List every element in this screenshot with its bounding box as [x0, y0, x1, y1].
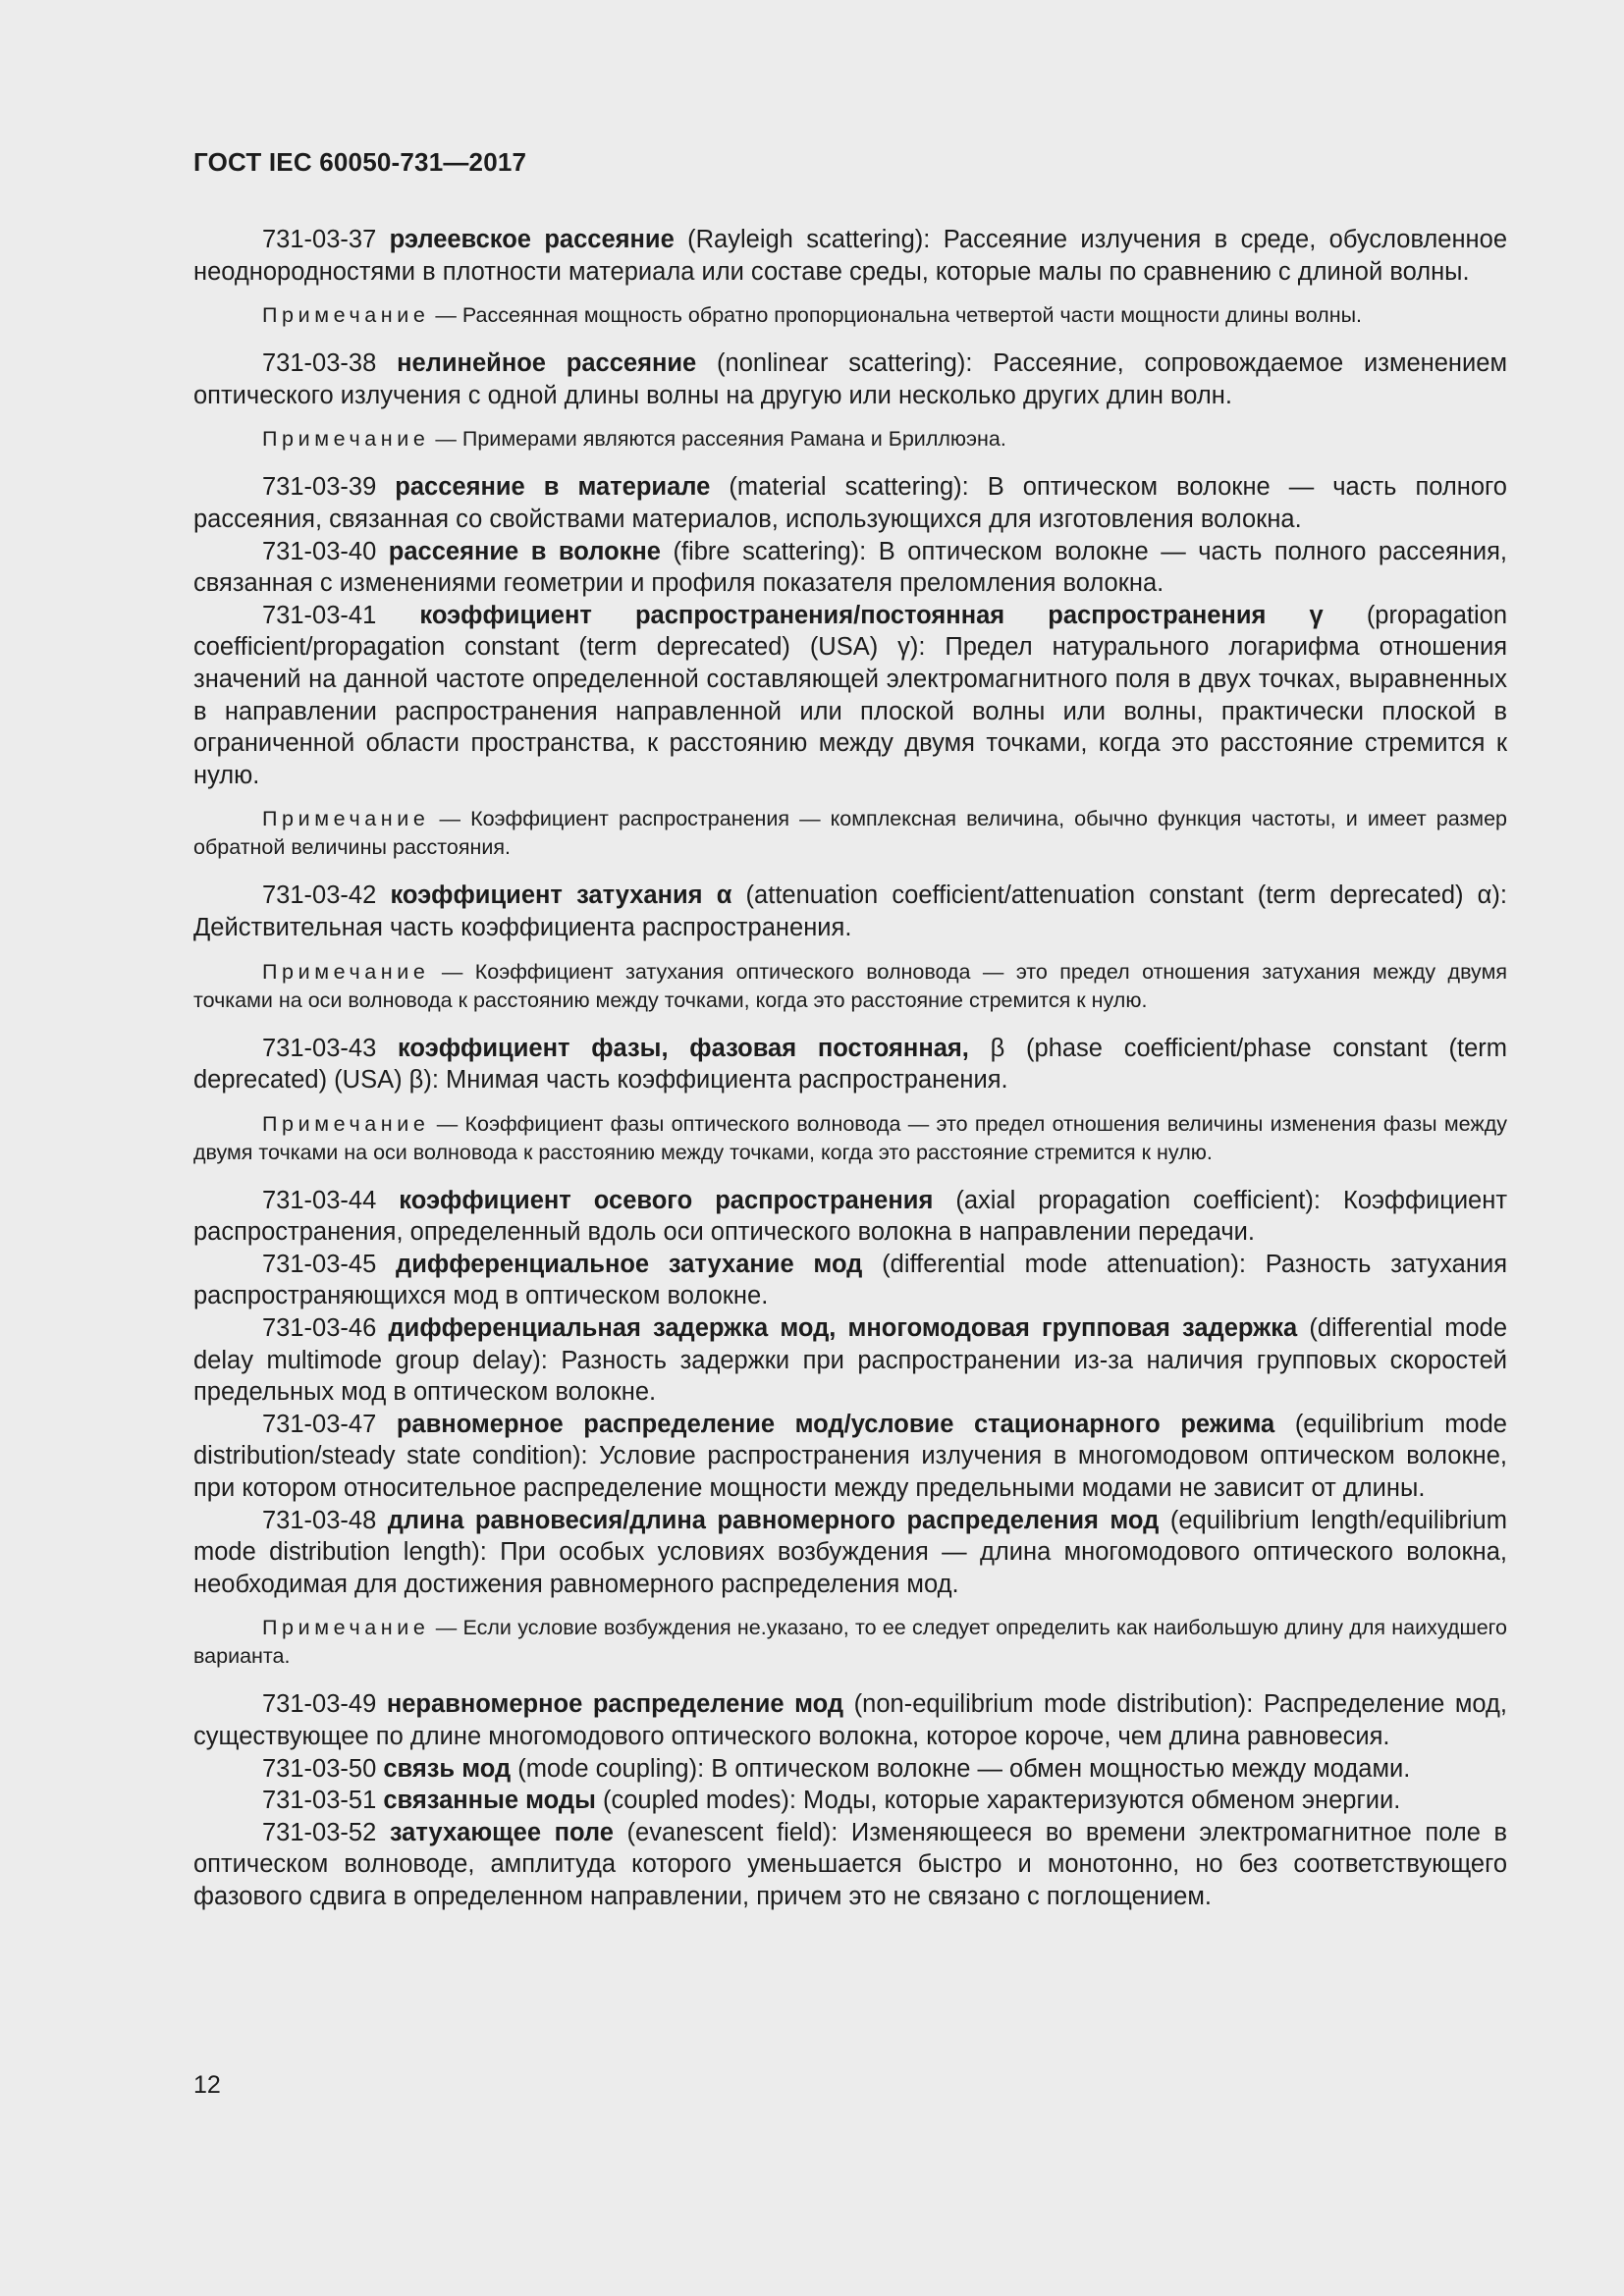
note	[193, 1110, 1507, 1167]
note-text: — Коэффициент затухания оптического волновода — это предел отношения затухания между двумя точками на оси волновода к расстоянию между точками, когда это расстояние стремится к нулю.	[193, 959, 1507, 1012]
term-id: 731-03-49	[262, 1690, 377, 1719]
term-name: коэффициент осевого распространения	[399, 1186, 934, 1214]
term-id: 731-03-37	[262, 226, 377, 253]
term-definition: (evanescent field): Изменяющееся во времени электромагнитное поле в оптическом волноводе, амплитуда которого уменьшается быстро и монотонно, но без соответствующего фазового сдвига в определенном направлении, причем это не связано с поглощением.	[193, 1818, 1507, 1910]
term-definition: (mode coupling): В оптическом волокне — обмен мощностью между модами.	[511, 1754, 1411, 1783]
term-name: неравномерное распределение мод	[386, 1690, 844, 1719]
term-id: 731-03-52	[262, 1818, 377, 1846]
term-definition: (propagation coefficient/propagation constant (term deprecated) (USA) γ): Предел натурального логарифма отношения значений на данной частоте определенной составляющей электромагнитного поля в двух точках, выравненных в направлении распространения направленной или плоской волны или волны, практически плоской в ограниченной области пространства, к расстоянию между двумя точками, когда это расстояние стремится к нулю.	[193, 601, 1508, 789]
note-label: Примечание	[262, 303, 430, 328]
term-definition: (differential mode delay multimode group delay): Разность задержки при распространении из-за наличия групповых скоростей предельных мод в оптическом волокне.	[193, 1314, 1507, 1407]
term-definition: (differential mode attenuation): Разность затухания распространяющихся мод в оптическом волокне.	[193, 1250, 1508, 1310]
note-text: — Коэффициент распространения — комплексная величина, обычно функция частоты, и имеет размер обратной величины расстояния.	[193, 807, 1507, 860]
term-entry	[193, 1185, 1507, 1249]
term-name: нелинейное рассеяние	[397, 349, 697, 378]
note-text: — Коэффициент фазы оптического волновода — это предел отношения величины изменения фазы между двумя точками на оси волновода к расстоянию между точками, когда это расстояние стремится к нулю.	[193, 1111, 1507, 1164]
term-name: дифференциальная задержка мод, многомодовая групповая задержка	[388, 1314, 1298, 1343]
note-label: Примечание	[262, 427, 430, 452]
term-entry	[193, 347, 1507, 411]
term-entry	[193, 1753, 1507, 1786]
term-entry	[193, 1409, 1507, 1505]
term-definition: (material scattering): В оптическом волокне — часть полного рассеяния, связанная со свойствами материалов, использующихся для изготовления волокна.	[193, 473, 1507, 533]
term-entry	[193, 1312, 1507, 1409]
note	[193, 1614, 1507, 1671]
term-id: 731-03-41	[262, 601, 377, 629]
term-id: 731-03-51	[262, 1787, 377, 1815]
term-name: коэффициент фазы, фазовая постоянная,	[398, 1034, 969, 1062]
term-definition: (fibre scattering): В оптическом волокне — часть полного рассеяния, связанная с изменениями геометрии и профиля показателя преломления волокна.	[193, 537, 1508, 598]
note-label: Примечание	[262, 959, 430, 984]
term-entry	[193, 600, 1507, 792]
term-name: коэффициент затухания α	[390, 881, 732, 910]
note	[193, 958, 1507, 1015]
term-name: равномерное распределение мод/условие стационарного режима	[396, 1410, 1275, 1438]
term-entry	[193, 471, 1507, 535]
term-id: 731-03-48	[262, 1506, 377, 1534]
term-name: длина равновесия/длина равномерного распределения мод	[387, 1506, 1160, 1534]
note-label: Примечание	[262, 1111, 430, 1136]
note-text: — Если условие возбуждения не.указано, то ее следует определить как наибольшую длину для наихудшего варианта.	[193, 1616, 1507, 1669]
note	[193, 301, 1507, 330]
term-id: 731-03-50	[262, 1754, 377, 1783]
note-text: — Рассеянная мощность обратно пропорциональна четвертой части мощности длины волны.	[429, 303, 1363, 328]
term-id: 731-03-40	[262, 537, 377, 565]
note	[193, 425, 1507, 454]
term-name: рэлеевское рассеяние	[389, 226, 675, 253]
term-definition: (nonlinear scattering): Рассеяние, сопровождаемое изменением оптического излучения с одной длины волны на другую или несколько других длин волн.	[193, 349, 1507, 409]
term-entry	[193, 1817, 1507, 1913]
term-name: рассеяние в волокне	[388, 537, 661, 565]
term-definition: (coupled modes): Моды, которые характеризуются обменом энергии.	[595, 1787, 1401, 1815]
term-id: 731-03-38	[262, 349, 377, 378]
note-label: Примечание	[262, 807, 430, 831]
term-entry	[193, 224, 1507, 288]
term-name: коэффициент распространения/постоянная распространения γ	[419, 601, 1324, 629]
term-name: связанные моды	[383, 1787, 596, 1815]
note	[193, 805, 1507, 862]
term-name: рассеяние в материале	[395, 473, 711, 502]
term-entry	[193, 1785, 1507, 1817]
term-definition: (non-equilibrium mode distribution): Распределение мод, существующее по длине многомодового оптического волокна, которое короче, чем длина равновесия.	[193, 1690, 1507, 1750]
term-id: 731-03-42	[262, 881, 377, 910]
term-entry	[193, 1033, 1507, 1096]
term-id: 731-03-39	[262, 473, 377, 502]
term-name: дифференциальное затухание мод	[396, 1250, 863, 1278]
term-name: связь мод	[383, 1754, 512, 1783]
term-id: 731-03-47	[262, 1410, 377, 1438]
term-id: 731-03-46	[262, 1314, 377, 1343]
term-id: 731-03-45	[262, 1250, 377, 1278]
term-definition: β (phase coefficient/phase constant (term deprecated) (USA) β): Мнимая часть коэффициента распространения.	[193, 1034, 1507, 1095]
term-definition: (equilibrium mode distribution/steady state condition): Условие распространения излучения в многомодовом оптическом волокне, при котором относительное распределение мощности между предельными модами не зависит от длины.	[193, 1410, 1507, 1503]
page-number: 12	[193, 2071, 221, 2099]
term-id: 731-03-43	[262, 1034, 377, 1062]
note-label: Примечание	[262, 1616, 430, 1640]
term-name: затухающее поле	[389, 1818, 614, 1846]
term-definition: (Rayleigh scattering): Рассеяние излучения в среде, обусловленное неоднородностями в плотности материала или составе среды, которые малы по сравнению с длиной волны.	[193, 226, 1507, 286]
note-text: — Примерами являются рассеяния Рамана и Бриллюэна.	[429, 427, 1006, 452]
term-definition: (axial propagation coefficient): Коэффициент распространения, определенный вдоль оси оптического волокна в направлении передачи.	[193, 1186, 1508, 1247]
term-entry	[193, 880, 1507, 943]
term-definition: (equilibrium length/equilibrium mode distribution length): При особых условиях возбуждения — длина многомодового оптического волокна, необходимая для достижения равномерного распределения мод.	[193, 1506, 1507, 1598]
terms-content	[193, 224, 1507, 1913]
term-definition: (attenuation coefficient/attenuation constant (term deprecated) α): Действительная часть коэффициента распространения.	[193, 881, 1508, 941]
term-entry	[193, 536, 1507, 600]
document-header: ГОСТ IEC 60050-731—2017	[193, 147, 527, 177]
term-entry	[193, 1688, 1507, 1752]
term-entry	[193, 1505, 1507, 1601]
term-entry	[193, 1249, 1507, 1312]
term-id: 731-03-44	[262, 1186, 377, 1214]
